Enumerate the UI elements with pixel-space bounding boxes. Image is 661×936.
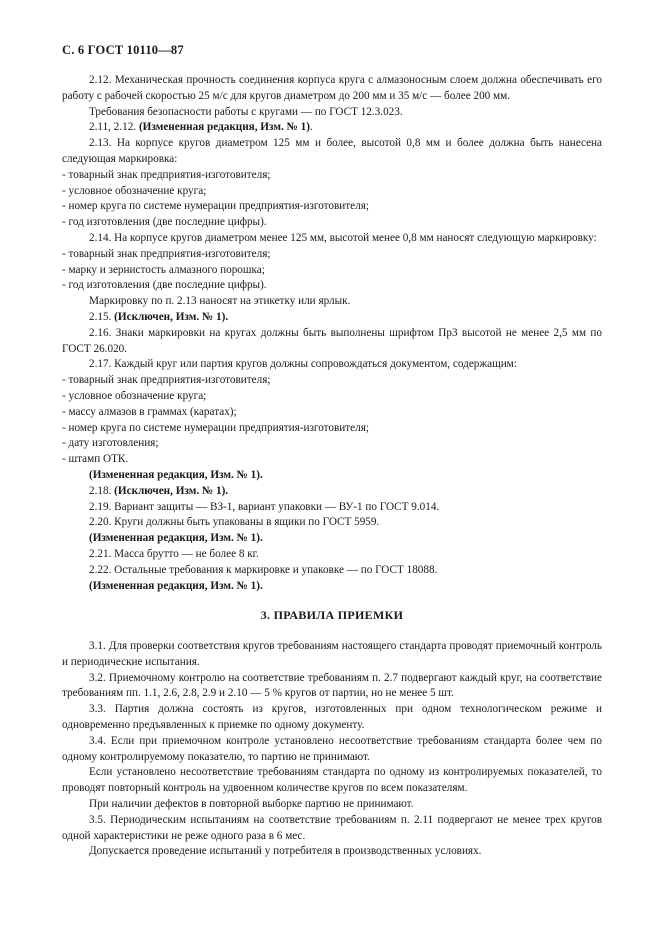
document-body (62, 73, 602, 860)
clause-3-4-continued: Если установлено несоответствие требованиям стандарта по одному из контролируемых показателей, то проводят повторный контроль на удвоенном количестве кругов по всем показателям. (62, 766, 602, 795)
clause-2-14: 2.14. На корпусе кругов диаметром менее 125 мм, высотой менее 0,8 мм наносят следующую маркировку: (89, 231, 597, 244)
clause-2-11-2-12: 2.11, 2.12. (Измененная редакция, Изм. № 1). (89, 121, 313, 134)
clause-2-18 (62, 484, 602, 500)
section-heading: 3. ПРАВИЛА ПРИЕМКИ (260, 608, 404, 623)
list-item: - товарный знак предприятия-изготовителя; (62, 247, 271, 260)
clause-2-20: 2.20. Круги должны быть упакованы в ящики по ГОСТ 5959. (89, 516, 380, 529)
clause-2-13: 2.13. На корпусе кругов диаметром 125 мм и более, высотой 0,8 мм и более должна быть нанесена следующая маркировка: (62, 137, 602, 165)
clause-number: 2.11, 2.12. (89, 121, 137, 134)
clause-2-21: 2.21. Масса брутто — не более 8 кг. (89, 547, 259, 560)
clause-3-2: 3.2. Приемочному контролю на соответствие требованиям п. 2.7 подвергают каждый круг, на соответствие требованиям пп. 1.1, 2.6, 2.8, 2.9 и 2.10 — 5 % кругов от партии, но не менее 5 шт. (62, 671, 602, 700)
list-item: - год изготовления (две последние цифры). (62, 279, 267, 292)
list-item: - товарный знак предприятия-изготовителя; (62, 168, 271, 181)
clause-2-17: 2.17. Каждый круг или партия кругов должны сопровождаться документом, содержащим: (89, 358, 517, 371)
amendment-note: (Исключен, Изм. № 1). (114, 310, 229, 323)
clause-3-5: 3.5. Периодическим испытаниям на соответствие требованиям п. 2.11 подвергают не менее трех кругов одной характеристики не реже одного раза в 6 мес. (62, 813, 602, 842)
clause-3-5-continued: Допускается проведение испытаний у потребителя в производственных условиях. (89, 845, 482, 858)
clause-number: 2.18. (89, 484, 112, 497)
list-item: - условное обозначение круга; (62, 389, 207, 402)
amendment-note: (Исключен, Изм. № 1). (114, 484, 229, 497)
list-item: - год изготовления (две последние цифры). (62, 216, 267, 229)
list-item: - товарный знак предприятия-изготовителя; (62, 374, 271, 387)
clause-3-3: 3.3. Партия должна состоять из кругов, изготовленных при одном технологическом режиме и одновременно предъявленных к приемке по одному документу. (62, 703, 602, 732)
list-item: - условное обозначение круга; (62, 184, 207, 197)
clause-2-19: 2.19. Вариант защиты — ВЗ-1, вариант упаковки — ВУ-1 по ГОСТ 9.014. (89, 500, 440, 513)
list-item: - штамп ОТК. (62, 453, 129, 466)
amendment-note: (Измененная редакция, Изм. № 1) (138, 121, 310, 134)
list-item: - номер круга по системе нумерации предприятия-изготовителя; (62, 421, 369, 434)
marking-note: Маркировку по п. 2.13 наносят на этикетку или ярлык. (89, 295, 351, 308)
page-header: С. 6 ГОСТ 10110—87 (62, 43, 184, 57)
list-item: - дату изготовления; (62, 437, 159, 450)
clause-3-1: 3.1. Для проверки соответствия кругов требованиям настоящего стандарта проводят приемочный контроль и периодические испытания. (62, 640, 602, 668)
list-item: - марку и зернистость алмазного порошка; (62, 263, 265, 276)
safety-requirements: Требования безопасности работы с кругами — по ГОСТ 12.3.023. (89, 105, 403, 118)
list-item: - массу алмазов в граммах (каратах); (62, 405, 237, 418)
amendment-note: (Измененная редакция, Изм. № 1). (89, 579, 263, 592)
clause-2-12: 2.12. Механическая прочность соединения корпуса круга с алмазоносным слоем должна обеспечивать его работу с рабочей скоростью 25 м/с для кругов диаметром до 200 мм и 35 м/с — более 200 мм. (62, 74, 602, 102)
clause-number: 2.15. (89, 310, 112, 323)
amendment-note: (Измененная редакция, Изм. № 1). (89, 532, 263, 545)
clause-2-15 (62, 310, 602, 326)
amendment-note: (Измененная редакция, Изм. № 1). (89, 468, 263, 481)
list-item: - номер круга по системе нумерации предприятия-изготовителя; (62, 200, 369, 213)
clause-2-22: 2.22. Остальные требования к маркировке и упаковке — по ГОСТ 18088. (89, 563, 438, 576)
clause-3-4: 3.4. Если при приемочном контроле установлено несоответствие требованиям стандарта более чем по одному контролируемому показателю, то партию не принимают. (62, 734, 602, 763)
clause-3-4-defects: При наличии дефектов в повторной выборке партию не принимают. (89, 798, 414, 811)
clause-2-16: 2.16. Знаки маркировки на кругах должны быть выполнены шрифтом Пр3 высотой не менее 2,5 мм по ГОСТ 26.020. (62, 326, 602, 355)
